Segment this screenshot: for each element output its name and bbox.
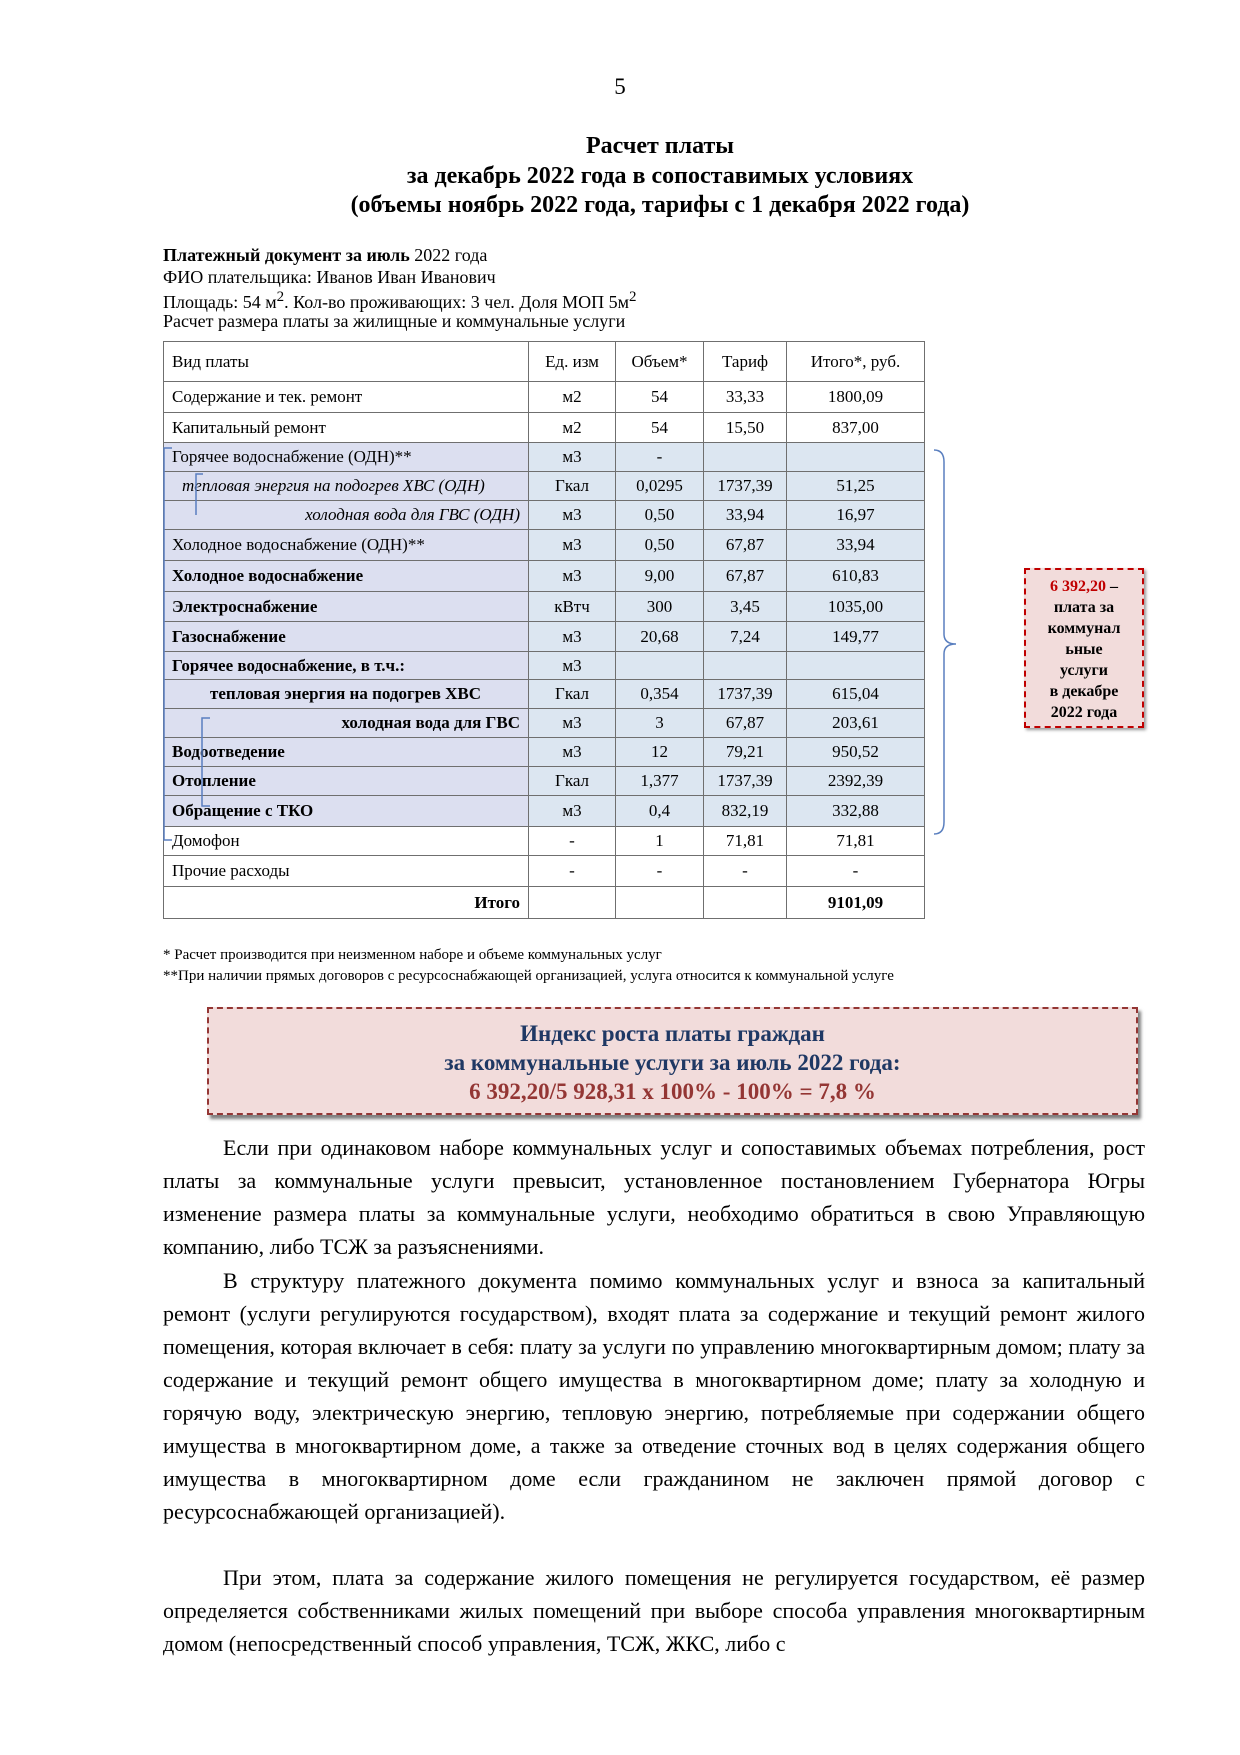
value-cell: 7,24	[704, 622, 787, 652]
value-cell: 20,68	[616, 622, 704, 652]
value-cell: м3	[529, 622, 616, 652]
value-cell: 67,87	[704, 709, 787, 738]
value-cell: 33,94	[787, 530, 925, 561]
value-cell: м3	[529, 796, 616, 827]
service-name-cell: Холодное водоснабжение (ОДН)**	[164, 530, 529, 561]
value-cell: -	[616, 856, 704, 887]
area-sup-1: 2	[276, 289, 285, 305]
value-cell: 33,94	[704, 501, 787, 530]
service-name-cell: тепловая энергия на подогрев ХВС	[164, 680, 529, 709]
header-cell: Итого*, руб.	[787, 342, 925, 382]
paragraph-text: В структуру платежного документа помимо коммунальных услуг и взноса за капитальный ремонт (услуги регулируются государством), входят плата за содержание и текущий ремонт жилого помещения, которая включает в себя: плату за услуги по управлению многоквартирным домом; плату за содержание и текущий ремонт общего имущества в многоквартирном доме; плату за холодную и горячую воду, электрическую энергию, тепловую энергию, потребляемые при содержании общего имущества в многоквартирном доме, а также за отведение сточных вод в целях содержания общего имущества в многоквартирном доме если гражданином не заключен прямой договор с ресурсоснабжающей организацией).	[163, 1268, 1145, 1524]
value-cell: 837,00	[787, 413, 925, 443]
value-cell: Гкал	[529, 767, 616, 796]
value-cell: 610,83	[787, 561, 925, 592]
value-cell: 1737,39	[704, 472, 787, 501]
service-name-cell: холодная вода для ГВС (ОДН)	[164, 501, 529, 530]
value-cell: 54	[616, 413, 704, 443]
value-cell: 203,61	[787, 709, 925, 738]
communal-total-callout	[1024, 568, 1144, 728]
value-cell: м3	[529, 530, 616, 561]
header-cell: Объем*	[616, 342, 704, 382]
value-cell: 67,87	[704, 530, 787, 561]
value-cell: м3	[529, 561, 616, 592]
area-text-a: Площадь: 54 м	[163, 292, 277, 312]
value-cell: 1800,09	[787, 382, 925, 413]
callout-text: коммунал	[1047, 620, 1121, 637]
value-cell: 0,354	[616, 680, 704, 709]
header-cell: Тариф	[704, 342, 787, 382]
value-cell: кВтч	[529, 592, 616, 622]
page-number: 5	[614, 74, 626, 99]
value-cell: 2392,39	[787, 767, 925, 796]
value-cell: 300	[616, 592, 704, 622]
value-cell: 0,50	[616, 501, 704, 530]
value-cell: 332,88	[787, 796, 925, 827]
footnote-2: **При наличии прямых договоров с ресурсоснабжающей организацией, услуга относится к коммунальной услуге	[163, 968, 894, 984]
service-name-cell: Водоотведение	[164, 738, 529, 767]
value-cell: м2	[529, 382, 616, 413]
service-name-cell: Отопление	[164, 767, 529, 796]
value-cell: 71,81	[704, 827, 787, 856]
value-cell: 12	[616, 738, 704, 767]
index-subheading: за коммунальные услуги за июль 2022 года:	[444, 1050, 901, 1075]
area-sup-2: 2	[629, 289, 637, 305]
service-name-cell: Холодное водоснабжение	[164, 561, 529, 592]
header-cell: Ед. изм	[529, 342, 616, 382]
service-name-cell: Горячее водоснабжение, в т.ч.:	[164, 652, 529, 680]
value-cell: 33,33	[704, 382, 787, 413]
callout-text: 2022 года	[1050, 704, 1118, 721]
value-cell: 16,97	[787, 501, 925, 530]
callout-text: плата за	[1053, 599, 1115, 616]
value-cell: 71,81	[787, 827, 925, 856]
doc-subtitle-conditions: (объемы ноябрь 2022 года, тарифы с 1 декабря 2022 года)	[350, 192, 970, 218]
value-cell: 51,25	[787, 472, 925, 501]
value-cell: м3	[529, 709, 616, 738]
value-cell: 1	[616, 827, 704, 856]
value-cell: Гкал	[529, 472, 616, 501]
value-cell: 3	[616, 709, 704, 738]
value-cell: 79,21	[704, 738, 787, 767]
right-brace	[934, 450, 956, 834]
value-cell: -	[616, 443, 704, 472]
value-cell: 832,19	[704, 796, 787, 827]
index-heading: Индекс роста платы граждан	[520, 1021, 825, 1046]
value-cell: -	[787, 856, 925, 887]
value-cell: м2	[529, 413, 616, 443]
service-name-cell: Содержание и тек. ремонт	[164, 382, 529, 413]
value-cell: 1737,39	[704, 767, 787, 796]
value-cell: 0,0295	[616, 472, 704, 501]
service-name-cell: Капитальный ремонт	[164, 413, 529, 443]
value-cell: 3,45	[704, 592, 787, 622]
value-cell: 149,77	[787, 622, 925, 652]
value-cell: 615,04	[787, 680, 925, 709]
callout-text: в декабре	[1049, 683, 1119, 700]
value-cell: -	[529, 856, 616, 887]
growth-index-box	[207, 1007, 1138, 1115]
left-bracket-line	[164, 448, 172, 840]
paragraph-text: Если при одинаковом наборе коммунальных услуг и сопоставимых объемах потребления, рост платы за коммунальные услуги превысит, установленное постановлением Губернатора Югры изменение размера платы за коммунальные услуги, необходимо обратиться в свою Управляющую компанию, либо ТСЖ за разъяснениями.	[163, 1135, 1145, 1259]
paragraph-3	[163, 1561, 1145, 1660]
callout-text: услуги	[1059, 662, 1109, 679]
service-name-cell: холодная вода для ГВС	[164, 709, 529, 738]
callout-text: ьные	[1065, 641, 1103, 658]
payer-name: ФИО плательщика: Иванов Иван Иванович	[163, 267, 496, 287]
value-cell: -	[704, 856, 787, 887]
service-name-cell: тепловая энергия на подогрев ХВС (ОДН)	[164, 472, 529, 501]
callout-amount: 6 392,20	[1050, 578, 1106, 595]
service-name-cell: Домофон	[164, 827, 529, 856]
service-name-cell: Газоснабжение	[164, 622, 529, 652]
value-cell: м3	[529, 652, 616, 680]
value-cell: Гкал	[529, 680, 616, 709]
doc-title: Расчет платы	[585, 133, 734, 159]
value-cell: 1737,39	[704, 680, 787, 709]
total-value: 9101,09	[787, 887, 925, 919]
paragraph-1	[163, 1131, 1145, 1263]
value-cell: -	[529, 827, 616, 856]
payment-document-year: 2022 года	[409, 245, 488, 265]
payment-document-bold: Платежный документ за июль	[163, 245, 410, 265]
value-cell: м3	[529, 501, 616, 530]
callout-dash: –	[1106, 578, 1118, 595]
value-cell: 1,377	[616, 767, 704, 796]
area-text-b: . Кол-во проживающих: 3 чел. Доля МОП 5м	[284, 292, 629, 312]
value-cell: 15,50	[704, 413, 787, 443]
paragraph-text: При этом, плата за содержание жилого помещения не регулируется государством, её размер определяется собственниками жилых помещений при выборе способа управления многоквартирным домом (непосредственный способ управления, ТСЖ, ЖКС, либо с	[163, 1565, 1145, 1656]
value-cell: 0,4	[616, 796, 704, 827]
value-cell: 67,87	[704, 561, 787, 592]
inner-bracket-line	[196, 474, 210, 806]
header-cell: Вид платы	[164, 342, 529, 382]
value-cell: 0,50	[616, 530, 704, 561]
value-cell: 1035,00	[787, 592, 925, 622]
paragraph-2	[163, 1264, 1145, 1528]
index-formula: 6 392,20/5 928,31 х 100% - 100% = 7,8 %	[469, 1079, 876, 1104]
total-label: Итого	[164, 887, 529, 919]
value-cell: 950,52	[787, 738, 925, 767]
service-name-cell: Горячее водоснабжение (ОДН)**	[164, 443, 529, 472]
service-name-cell: Обращение с ТКО	[164, 796, 529, 827]
service-name-cell: Прочие расходы	[164, 856, 529, 887]
footnote-1: * Расчет производится при неизменном наборе и объеме коммунальных услуг	[163, 947, 662, 963]
value-cell: м3	[529, 443, 616, 472]
value-cell: 54	[616, 382, 704, 413]
value-cell: 9,00	[616, 561, 704, 592]
service-name-cell: Электроснабжение	[164, 592, 529, 622]
value-cell: м3	[529, 738, 616, 767]
calc-caption: Расчет размера платы за жилищные и коммунальные услуги	[163, 311, 626, 331]
doc-subtitle-period: за декабрь 2022 года в сопоставимых условиях	[406, 163, 914, 189]
